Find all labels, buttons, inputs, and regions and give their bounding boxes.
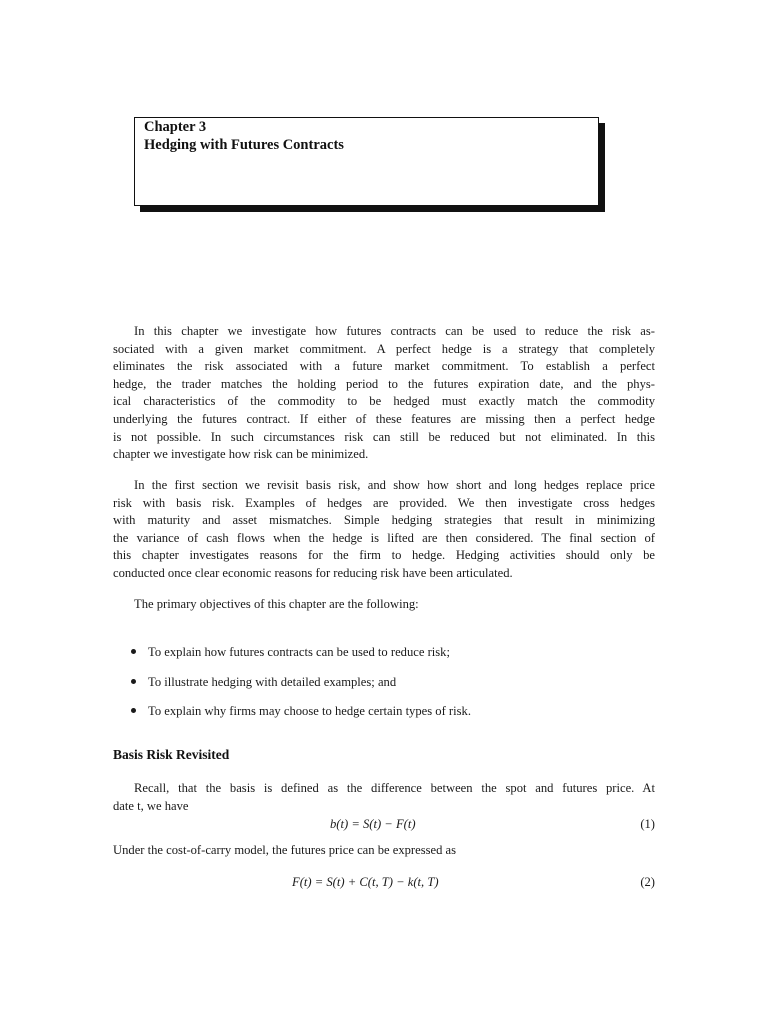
list-item: To explain how futures contracts can be used to reduce risk; [131,642,471,672]
text-line: the variance of cash flows when the hedge is lifted are then considered. The final section of [113,530,655,545]
text-line: The primary objectives of this chapter are the following: [134,597,419,611]
recall-paragraph [113,780,655,815]
objectives-list [131,642,471,731]
bullet-icon [131,708,136,713]
text-line: Recall, that the basis is defined as the difference between the spot and futures price. At [134,781,655,795]
text-line: ical characteristics of the commodity to be hedged must exactly match the commodity [113,394,655,409]
text-line: conducted once clear economic reasons for reducing risk have been articulated. [113,565,513,580]
text-line: with maturity and asset mismatches. Simple hedging strategies that result in minimizing [113,513,655,528]
text-line: is not possible. In such circumstances risk can still be reduced but not eliminated. In this [113,429,655,444]
equation-2-number: (2) [640,875,655,889]
text-line: sociated with a given market commitment. A perfect hedge is a strategy that completely [113,341,655,356]
equation-2: F(t) = S(t) + C(t, T) − k(t, T) [292,875,439,889]
equation-1: b(t) = S(t) − F(t) [330,817,416,831]
text-line: eliminates the risk associated with a future market commitment. To establish a perfect [113,359,655,374]
chapter-heading-box [134,117,599,206]
objectives-intro [113,596,655,614]
chapter-title: Hedging with Futures Contracts [144,137,344,153]
text-line: Under the cost-of-carry model, the futures price can be expressed as [113,843,457,857]
list-item: To explain why firms may choose to hedge certain types of risk. [131,701,471,731]
text-line: hedge, the trader matches the holding period to the futures expiration date, and the phys- [113,376,655,391]
text-line: chapter we investigate how risk can be minimized. [113,447,369,462]
text-line: risk with basis risk. Examples of hedges are provided. We then investigate cross hedges [113,495,655,510]
list-item: To illustrate hedging with detailed examples; and [131,672,471,702]
bullet-icon [131,649,136,654]
text-line: this chapter investigates reasons for the firm to hedge. Hedging activities should only be [113,548,655,563]
cost-of-carry-paragraph [113,842,655,860]
overview-paragraph [113,477,655,583]
equation-1-number: (1) [640,817,655,831]
text-line: In the first section we revisit basis risk, and show how short and long hedges replace price [134,478,655,492]
text-line: underlying the futures contract. If either of these features are missing then a perfect hedge [113,411,655,426]
text-line: In this chapter we investigate how futures contracts can be used to reduce the risk as- [134,324,655,338]
section-heading: Basis Risk Revisited [113,747,230,762]
chapter-number: Chapter 3 [144,119,207,135]
bullet-icon [131,679,136,684]
text-line: date t, we have [113,798,189,813]
intro-paragraph [113,323,655,464]
